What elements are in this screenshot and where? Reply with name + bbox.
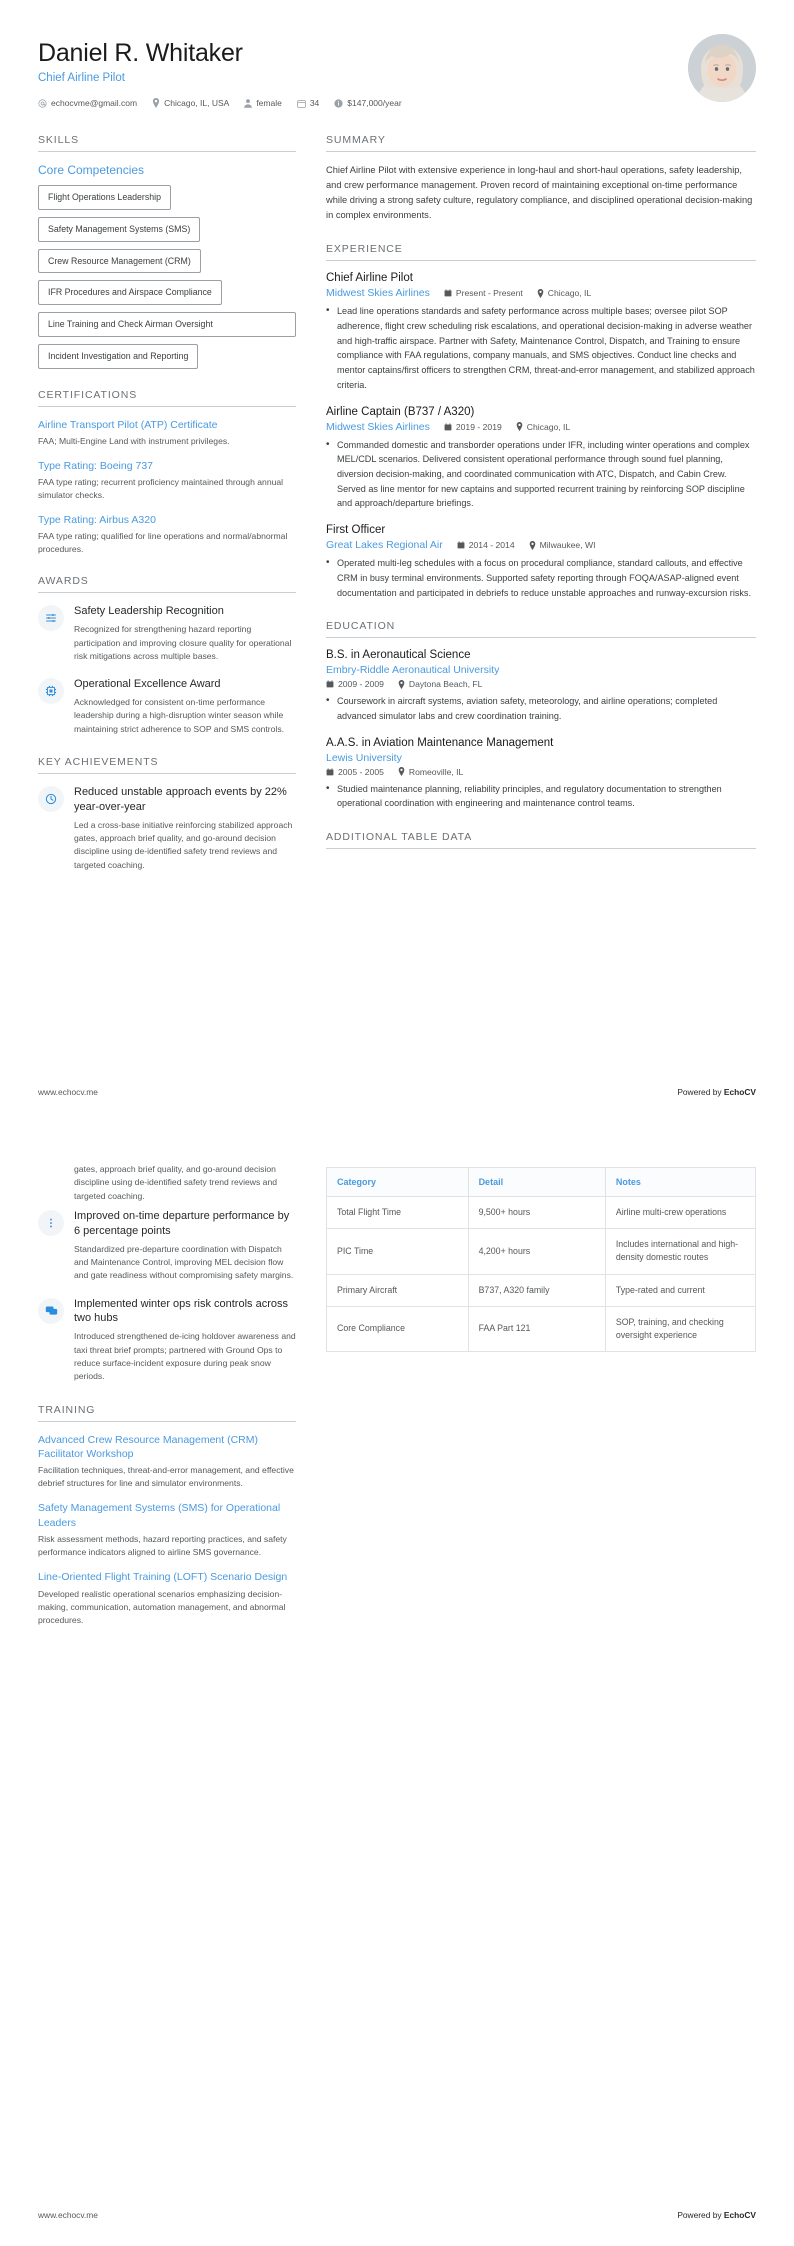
training-name: Line-Oriented Flight Training (LOFT) Scenario Design [38, 1571, 288, 1584]
calendar-icon [444, 423, 452, 431]
experience-location-text: Milwaukee, WI [539, 540, 596, 551]
experience-location [516, 422, 570, 432]
location-pin-icon [398, 767, 405, 776]
table-head [327, 1168, 756, 1197]
section-training [38, 1404, 296, 1628]
table-cell: PIC Time [327, 1229, 469, 1274]
certification-name: Airline Transport Pilot (ATP) Certificate [38, 418, 218, 431]
section-title-additional-table: ADDITIONAL TABLE DATA [326, 831, 756, 849]
calendar-icon [326, 768, 334, 776]
dots-vertical-icon [38, 1210, 64, 1236]
table-row [327, 1274, 756, 1306]
education-dates [326, 767, 384, 777]
experience-item [326, 272, 756, 392]
table-row [327, 1306, 756, 1351]
experience-dates [444, 422, 502, 432]
certification-name: Type Rating: Airbus A320 [38, 513, 156, 526]
location-pin-icon [398, 680, 405, 689]
training-desc: Facilitation techniques, threat-and-error management, and effective debrief structures for line and simulator environments. [38, 1464, 294, 1489]
education-school: Embry-Riddle Aeronautical University [326, 664, 500, 677]
experience-bullet: • Commanded domestic and transborder operations under IFR, including winter operations and complex MEL/CDL scenarios. Delivered consistent operational performance through sound fuel planning, diversion decision-making, and coordinated communication with ATC, Dispatch, and Cabin Crew. Served as line mentor for new captains and supported recurrent training by reinforcing SOP discipline and approach/departure briefings. [326, 438, 756, 512]
table-row [327, 1197, 756, 1229]
experience-meta [326, 421, 756, 433]
section-additional-table [326, 831, 756, 849]
header-text-block [38, 34, 688, 108]
education-bullet: • Studied maintenance planning, reliability principles, and regulatory documentation to strengthen operational coordination with engineering and maintenance control teams. [326, 782, 756, 811]
experience-bullet: • Lead line operations standards and safety performance across multiple bases; oversee pilot SOP adherence, flight crew scheduling risk escalations, and operational decision-making in adverse weather and high-traffic airspace. Partner with Safety, Maintenance Control, Dispatch, and Training to ensure compliance with FAA regulations, company manuals, and SMS objectives. Conduct line checks and mentor captains/first officers to strengthen CRM, threat-and-error management, and stabilized approach criteria. [326, 304, 756, 392]
training-desc: Developed realistic operational scenarios emphasizing decision-making, communication, automation management, and abnormal procedures. [38, 1588, 286, 1626]
experience-location-text: Chicago, IL [526, 421, 571, 432]
section-certifications [38, 389, 296, 556]
contact-row [38, 98, 688, 108]
content-columns-page2 [38, 1163, 756, 1648]
achievement-name: Implemented winter ops risk controls across two hubs [74, 1297, 288, 1325]
award-body [74, 785, 296, 872]
contact-age [297, 98, 319, 108]
education-location [398, 679, 483, 689]
table-cell: Includes international and high-density domestic routes [605, 1229, 755, 1274]
contact-location-text: Chicago, IL, USA [164, 98, 230, 108]
education-dates-text: 2009 - 2009 [338, 679, 384, 690]
footer-powered-brand: EchoCV [723, 2210, 756, 2220]
achievement-item [38, 785, 296, 872]
training-name: Advanced Crew Resource Management (CRM) Facilitator Workshop [38, 1433, 259, 1460]
contact-email-text: echocvme@gmail.com [51, 98, 138, 108]
achievement-name: Reduced unstable approach events by 22% year-over-year [74, 786, 287, 813]
skill-chip: IFR Procedures and Airspace Compliance [38, 280, 222, 305]
experience-dates-text: 2014 - 2014 [468, 540, 515, 551]
award-desc: Acknowledged for consistent on-time performance leadership during a high-disruption winter season while maintaining strict adherence to SOP and SMS controls. [74, 697, 285, 734]
contact-gender-text: female [256, 98, 282, 108]
location-pin-icon [529, 541, 536, 550]
footer-brand [677, 2210, 756, 2220]
page-title: Daniel R. Whitaker [38, 39, 243, 67]
skill-chip: Safety Management Systems (SMS) [38, 217, 200, 242]
page-footer [38, 2210, 756, 2220]
footer-powered-prefix: Powered by [677, 2210, 724, 2220]
experience-dates-text: Present - Present [455, 288, 523, 299]
training-name: Safety Management Systems (SMS) for Operational Leaders [38, 1502, 281, 1529]
table-header-row [327, 1168, 756, 1197]
header-job-title: Chief Airline Pilot [38, 72, 125, 84]
location-pin-icon [152, 98, 160, 108]
section-experience [326, 243, 756, 600]
section-title-key-achievements: KEY ACHIEVEMENTS [38, 756, 296, 774]
award-desc: Recognized for strengthening hazard reporting participation and improving closure quality for operational risk mitigations across multiple bases. [74, 624, 292, 661]
footer-powered-prefix: Powered by [677, 1087, 724, 1097]
education-location [398, 767, 463, 777]
award-name: Safety Leadership Recognition [74, 605, 224, 618]
experience-location [537, 288, 591, 298]
experience-company: Great Lakes Regional Air [326, 539, 443, 552]
award-body [74, 1297, 296, 1384]
section-title-training: TRAINING [38, 1404, 296, 1422]
skill-chip: Incident Investigation and Reporting [38, 344, 198, 369]
person-icon [244, 99, 252, 108]
education-bullet: • Coursework in aircraft systems, aviation safety, meteorology, and airline operations; completed advanced simulator labs and crew coordination training. [326, 694, 756, 723]
experience-meta [326, 539, 756, 551]
section-title-education: EDUCATION [326, 620, 756, 638]
contact-email [38, 98, 137, 108]
table-cell: 4,200+ hours [468, 1229, 605, 1274]
table-cell: FAA Part 121 [468, 1306, 605, 1351]
certification-name: Type Rating: Boeing 737 [38, 459, 153, 472]
calendar-icon [326, 680, 334, 688]
calendar-icon [444, 289, 452, 297]
award-body [74, 1163, 296, 1203]
section-skills [38, 134, 296, 369]
info-circle-icon [334, 99, 343, 108]
education-dates-text: 2005 - 2005 [338, 766, 384, 777]
table-cell: Type-rated and current [605, 1274, 755, 1306]
table-cell: Primary Aircraft [327, 1274, 469, 1306]
table-cell: Core Compliance [327, 1306, 469, 1351]
resume-header [38, 28, 756, 108]
chat-icon [38, 1298, 64, 1324]
summary-text: Chief Airline Pilot with extensive experience in long-haul and short-haul operations, safety leadership, and crew performance management. Proven record of maintaining exceptional on-time performance while driving a strong safety culture, regulatory compliance, and disciplined operational decision-making in complex environments. [326, 165, 753, 221]
certification-item [38, 459, 296, 502]
table-cell: 9,500+ hours [468, 1197, 605, 1229]
sliders-icon [38, 605, 64, 631]
table-col-header-detail: Detail [468, 1168, 605, 1197]
section-key-achievements-continued [38, 1163, 296, 1384]
experience-bullet: • Operated multi-leg schedules with a focus on procedural compliance, standard callouts, and effective CRM in busy terminal environments. Supported safety reporting through FOQA/ASAP-aligned event documentation and participated in debriefs to reduce unstable approaches and runway-excursion risks. [326, 556, 756, 600]
table-cell: SOP, training, and checking oversight experience [605, 1306, 755, 1351]
skills-subhead: Core Competencies [38, 163, 145, 177]
achievement-item [38, 1297, 296, 1384]
achievement-desc: Led a cross-base initiative reinforcing stabilized approach gates, approach brief quality, and go-around decision discipline using de-identified safety trend reviews and targeted coaching. [74, 819, 293, 870]
experience-role: Chief Airline Pilot [326, 272, 413, 285]
clock-icon [38, 786, 64, 812]
section-key-achievements [38, 756, 296, 872]
experience-dates [444, 288, 523, 298]
award-item [38, 604, 296, 663]
section-title-awards: AWARDS [38, 575, 296, 593]
contact-gender [244, 98, 282, 108]
experience-bullets [326, 304, 756, 392]
avatar [688, 34, 756, 102]
award-body [74, 604, 296, 663]
training-item [38, 1501, 296, 1559]
calendar-icon [297, 99, 306, 108]
footer-powered-brand: EchoCV [723, 1087, 756, 1097]
contact-age-text: 34 [309, 98, 320, 108]
content-columns [38, 134, 756, 892]
award-item [38, 677, 296, 736]
training-item [38, 1570, 296, 1627]
experience-company: Midwest Skies Airlines [326, 287, 430, 300]
table-cell: Airline multi-crew operations [605, 1197, 755, 1229]
resume-page-2 [0, 1123, 794, 2246]
location-pin-icon [537, 289, 544, 298]
skill-chip: Line Training and Check Airman Oversight [38, 312, 296, 337]
achievement-name: Improved on-time departure performance by 6 percentage points [74, 1209, 290, 1237]
experience-dates-text: 2019 - 2019 [455, 421, 502, 432]
section-education [326, 620, 756, 811]
table-cell: Total Flight Time [327, 1197, 469, 1229]
training-item [38, 1433, 296, 1491]
education-degree: B.S. in Aeronautical Science [326, 649, 471, 662]
experience-location-text: Chicago, IL [547, 288, 592, 299]
footer-site: www.echocv.me [38, 2210, 98, 2220]
location-pin-icon [516, 422, 523, 431]
education-meta [326, 767, 756, 777]
certification-item [38, 418, 296, 448]
education-school: Lewis University [326, 751, 402, 764]
calendar-icon [457, 541, 465, 549]
education-degree: A.A.S. in Aviation Maintenance Management [326, 736, 554, 749]
certification-item [38, 513, 296, 556]
footer-brand [677, 1087, 756, 1097]
additional-data-table [326, 1167, 756, 1352]
section-title-summary: SUMMARY [326, 134, 756, 152]
page-footer [38, 1087, 756, 1097]
education-item [326, 649, 756, 723]
achievement-desc-continued: gates, approach brief quality, and go-around decision discipline using de-identified safety trend reviews and targeted coaching. [74, 1164, 278, 1201]
footer-site: www.echocv.me [38, 1087, 98, 1097]
experience-dates [457, 540, 515, 550]
right-column [326, 134, 756, 869]
section-awards [38, 575, 296, 736]
training-desc: Risk assessment methods, hazard reporting practices, and safety performance indicators aligned to airline SMS governance. [38, 1533, 287, 1558]
skill-chip: Crew Resource Management (CRM) [38, 249, 201, 274]
certification-desc: FAA type rating; recurrent proficiency maintained through annual simulator checks. [38, 476, 284, 500]
education-bullets [326, 694, 756, 723]
table-col-header-notes: Notes [605, 1168, 755, 1197]
right-column-page2 [326, 1163, 756, 1352]
left-column [38, 134, 296, 892]
certification-desc: FAA type rating; qualified for line operations and normal/abnormal procedures. [38, 530, 288, 554]
contact-location [152, 98, 229, 108]
skill-chip: Flight Operations Leadership [38, 185, 171, 210]
award-body [74, 1209, 296, 1283]
experience-role: First Officer [326, 524, 386, 537]
chip-icon [38, 678, 64, 704]
left-column-page2 [38, 1163, 296, 1648]
achievement-item [38, 1209, 296, 1283]
award-body [74, 677, 296, 736]
certification-desc: FAA; Multi-Engine Land with instrument privileges. [38, 435, 230, 446]
section-title-skills: SKILLS [38, 134, 296, 152]
achievement-desc: Standardized pre-departure coordination with Dispatch and Maintenance Control, improving MEL decision flow and gate readiness without compromising safety margins. [74, 1243, 294, 1281]
experience-item [326, 406, 756, 512]
section-title-certifications: CERTIFICATIONS [38, 389, 296, 407]
experience-location [529, 540, 596, 550]
experience-bullets [326, 556, 756, 600]
email-icon [38, 99, 47, 108]
table-col-header-category: Category [327, 1168, 469, 1197]
education-item [326, 737, 756, 811]
education-dates [326, 679, 384, 689]
education-meta [326, 679, 756, 689]
experience-item [326, 524, 756, 600]
section-summary [326, 134, 756, 223]
contact-salary-text: $147,000/year [347, 98, 402, 108]
experience-bullets [326, 438, 756, 512]
experience-meta [326, 287, 756, 299]
achievement-item-continued [38, 1163, 296, 1203]
section-title-experience: EXPERIENCE [326, 243, 756, 261]
experience-role: Airline Captain (B737 / A320) [326, 405, 475, 418]
table-body [327, 1197, 756, 1352]
table-row [327, 1229, 756, 1274]
education-location-text: Romeoville, IL [408, 766, 464, 777]
education-location-text: Daytona Beach, FL [408, 679, 483, 690]
education-bullets [326, 782, 756, 811]
award-name: Operational Excellence Award [74, 678, 221, 691]
table-cell: B737, A320 family [468, 1274, 605, 1306]
achievement-desc: Introduced strengthened de-icing holdover awareness and taxi threat brief prompts; partnered with Ground Ops to reduce surface-incident exposure during peak snow periods. [74, 1331, 296, 1382]
contact-salary [334, 98, 401, 108]
experience-company: Midwest Skies Airlines [326, 420, 430, 433]
